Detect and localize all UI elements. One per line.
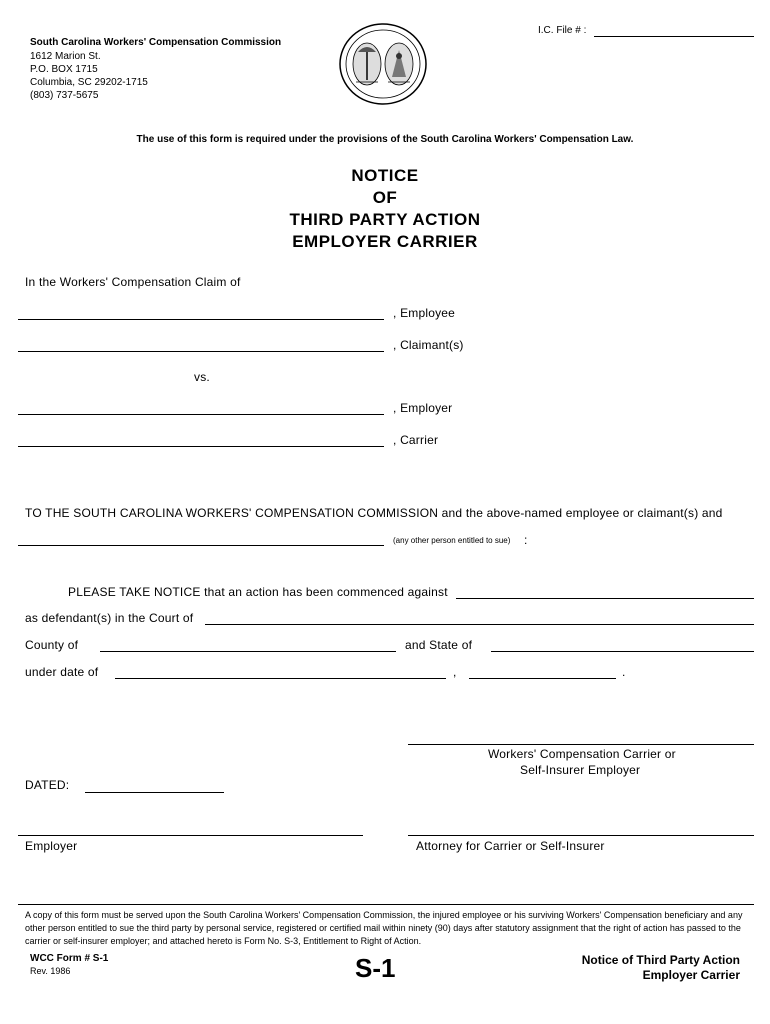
form-title-line3: THIRD PARTY ACTION bbox=[289, 210, 481, 229]
dated-field[interactable] bbox=[85, 792, 224, 793]
county-label: County of bbox=[25, 638, 79, 652]
org-name: South Carolina Workers' Compensation Commission bbox=[30, 37, 282, 48]
employer-signature-caption: Employer bbox=[25, 839, 78, 853]
carrier-signature-field[interactable] bbox=[408, 744, 754, 745]
form-title-line2: OF bbox=[372, 188, 398, 207]
employee-label: , Employee bbox=[393, 306, 456, 320]
form-revision bbox=[30, 966, 70, 976]
addressee-statement: TO THE SOUTH CAROLINA WORKERS' COMPENSATION COMMISSION and the above-named employee or claimant(s) and bbox=[25, 506, 723, 520]
please-take-notice: PLEASE TAKE NOTICE that an action has been commenced against bbox=[68, 585, 448, 599]
employer-label: , Employer bbox=[393, 401, 453, 415]
county-field[interactable] bbox=[100, 651, 396, 652]
court-label: as defendant(s) in the Court of bbox=[25, 611, 194, 625]
form-title-line4: EMPLOYER CARRIER bbox=[292, 232, 478, 251]
ic-file-label: I.C. File # : bbox=[538, 25, 587, 36]
under-date-label: under date of bbox=[25, 665, 99, 679]
date-period: . bbox=[622, 665, 626, 679]
form-title-line1: NOTICE bbox=[351, 166, 419, 185]
carrier-label: , Carrier bbox=[393, 433, 439, 447]
form-requirement-notice: The use of this form is required under the provisions of the South Carolina Workers' Compensation Law. bbox=[136, 134, 634, 145]
org-address-pobox: P.O. BOX 1715 bbox=[30, 64, 98, 75]
org-address-city: Columbia, SC 29202-1715 bbox=[30, 77, 148, 88]
other-person-colon: : bbox=[524, 533, 528, 547]
form-name-line1: Notice of Third Party Action bbox=[581, 953, 740, 967]
date-year-field[interactable] bbox=[469, 678, 616, 679]
ic-file-field[interactable] bbox=[594, 36, 754, 37]
state-field[interactable] bbox=[491, 651, 754, 652]
form-name-line2: Employer Carrier bbox=[642, 968, 740, 982]
employer-name-field[interactable] bbox=[18, 414, 384, 415]
org-address-street: 1612 Marion St. bbox=[30, 51, 101, 62]
defendant-name-field[interactable] bbox=[456, 598, 754, 599]
form-revision-text: Rev. 1986 bbox=[30, 966, 71, 976]
carrier-name-field[interactable] bbox=[18, 446, 384, 447]
court-field[interactable] bbox=[205, 624, 754, 625]
attorney-signature-field[interactable] bbox=[408, 835, 754, 836]
employer-signature-field[interactable] bbox=[18, 835, 363, 836]
claim-intro: In the Workers' Compensation Claim of bbox=[25, 275, 241, 289]
employee-name-field[interactable] bbox=[18, 319, 384, 320]
versus-label: vs. bbox=[194, 370, 210, 384]
carrier-signature-caption-2: Self-Insurer Employer bbox=[520, 763, 641, 777]
dated-label: DATED: bbox=[25, 778, 70, 792]
form-code: S-1 bbox=[355, 953, 396, 983]
other-person-caption: (any other person entitled to sue) bbox=[393, 536, 511, 545]
org-phone: (803) 737-5675 bbox=[30, 90, 99, 101]
date-comma: , bbox=[453, 665, 457, 679]
state-seal-icon bbox=[338, 22, 428, 106]
service-instructions: A copy of this form must be served upon the South Carolina Workers' Compensation Commission, the injured employee or his surviving Workers' Compensation beneficiary and any other person entitled to sue the third party by personal service, registered or certified mail within ninety (90) days after statutory assignment that the right of action has passed to the carrier or self-insurer employer; and attached hereto is Form No. S-3, Entitlement to Right of Action. bbox=[25, 910, 743, 946]
claimant-name-field[interactable] bbox=[18, 351, 384, 352]
attorney-signature-caption: Attorney for Carrier or Self-Insurer bbox=[416, 839, 605, 853]
claimant-label: , Claimant(s) bbox=[393, 338, 464, 352]
footer-divider bbox=[18, 904, 754, 905]
other-person-field[interactable] bbox=[18, 545, 384, 546]
state-label: and State of bbox=[405, 638, 473, 652]
carrier-signature-caption-1: Workers' Compensation Carrier or bbox=[488, 747, 676, 761]
wcc-form-number: WCC Form # S-1 bbox=[30, 953, 109, 964]
date-month-day-field[interactable] bbox=[115, 678, 446, 679]
